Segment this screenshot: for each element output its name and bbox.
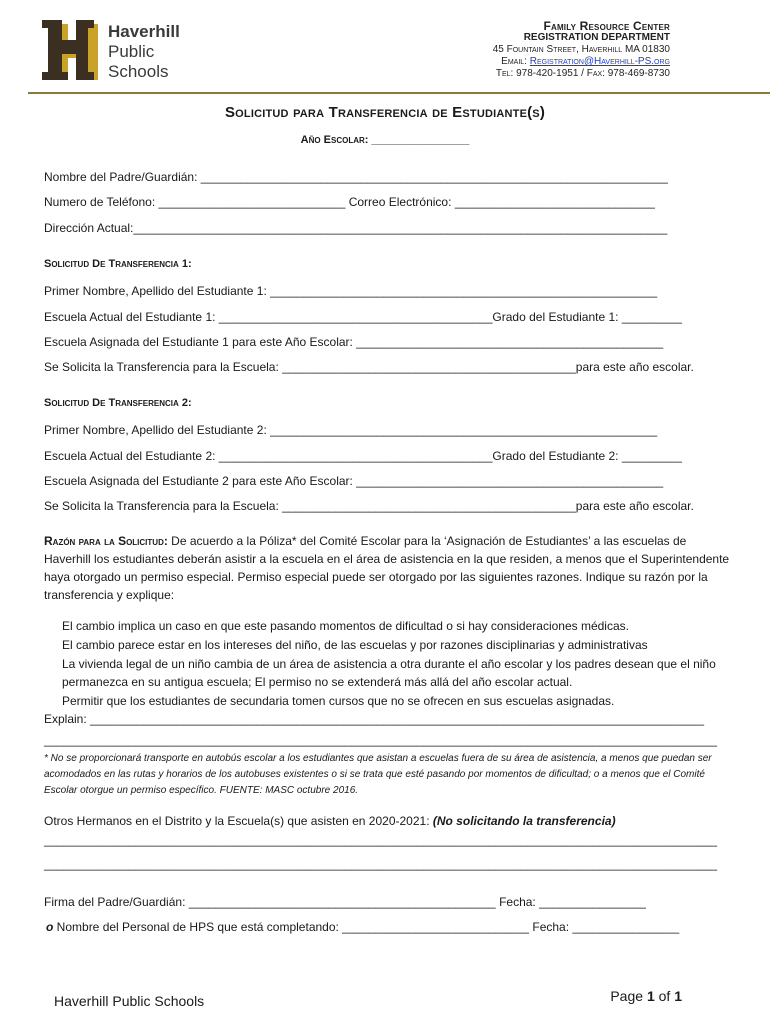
brand-line-2: Public	[108, 42, 155, 61]
reason-paragraph	[44, 532, 734, 604]
address-field[interactable]: Dirección Actual:________________________________________________________________________________	[44, 221, 668, 235]
reason-label: Razón para la Solicitud:	[44, 534, 168, 548]
phone-email-field[interactable]: Numero de Teléfono: ____________________________ Correo Electrónico: ______________________________	[44, 195, 655, 209]
student1-school-field[interactable]: Escuela Actual del Estudiante 1: _________________________________________Grado del Estudiante 1: _________	[44, 310, 682, 324]
footer-org: Haverhill Public Schools	[54, 993, 205, 1009]
reason-option-4[interactable]: Permitir que los estudiantes de secundaria tomen cursos que no se ofrecen en sus escuelas asignadas.	[62, 694, 615, 708]
email-label: Email:	[501, 56, 527, 67]
siblings-field-line1[interactable]: _______________________________________________________________________________________________________	[44, 834, 718, 847]
siblings-text: Otros Hermanos en el Distrito y la Escuela(s) que asisten en 2020-2021:	[44, 814, 433, 828]
form-title: Solicitud para Transferencia de Estudiante(s)	[224, 104, 546, 121]
student1-name-field[interactable]: Primer Nombre, Apellido del Estudiante 1: __________________________________________________________	[44, 284, 658, 298]
section-transfer-1: Solicitud De Transferencia 1:	[44, 258, 192, 270]
email-link[interactable]: Registration@Haverhill-PS.org	[529, 56, 670, 67]
siblings-label	[44, 814, 616, 828]
student2-request-field[interactable]: Se Solicita la Transferencia para la Escuela: ____________________________________________para este año escolar.	[44, 499, 694, 513]
brand-line-1: Haverhill	[108, 22, 180, 41]
reason-option-1[interactable]: El cambio implica un caso en que este pasando momentos de dificultad o si hay consideraciones médicas.	[62, 619, 629, 633]
header-divider	[28, 92, 770, 94]
staff-text: Nombre del Personal de HPS que está completando: ____________________________ Fecha: ________________	[53, 920, 680, 934]
page-number	[610, 988, 682, 1004]
dept-title: Family Resource Center	[543, 19, 670, 33]
transport-note: * No se proporcionará transporte en autobús escolar a los estudiantes que asistan a escuelas fuera de su área de asistencia, a menos que puedan ser acomodados en las rutas y horarios de los autobuses existentes o si se trata que esté pasando por momentos de dificultad; o a menos que el Comité Escolar otorgue un permiso específico. FUENTE: MASC octubre 2016.	[44, 753, 712, 796]
page-current: 1	[646, 988, 655, 1004]
page-total: 1	[674, 988, 682, 1004]
explain-field-line2[interactable]: _______________________________________________________________________________________________________	[44, 734, 718, 747]
department-info	[493, 20, 670, 80]
student1-request-field[interactable]: Se Solicita la Transferencia para la Escuela: ____________________________________________para este año escolar.	[44, 360, 694, 374]
student2-name-field[interactable]: Primer Nombre, Apellido del Estudiante 2: __________________________________________________________	[44, 423, 658, 437]
signature-field[interactable]: Firma del Padre/Guardián: ______________________________________________ Fecha: ________________	[44, 895, 646, 909]
staff-or: o	[46, 920, 54, 934]
reason-option-2[interactable]: El cambio parece estar en los intereses del niño, de las escuelas y por razones disciplinarias y administrativas	[62, 638, 648, 652]
siblings-note: (No solicitando la transferencia)	[432, 814, 616, 828]
page-mid: of	[654, 988, 675, 1004]
haverhill-logo	[40, 18, 104, 84]
student1-assigned-field[interactable]: Escuela Asignada del Estudiante 1 para este Año Escolar: ______________________________________________	[44, 335, 664, 349]
student2-school-field[interactable]: Escuela Actual del Estudiante 2: _________________________________________Grado del Estudiante 2: _________	[44, 449, 682, 463]
parent-name-field[interactable]: Nombre del Padre/Guardián: ______________________________________________________________________	[44, 170, 668, 184]
student2-assigned-field[interactable]: Escuela Asignada del Estudiante 2 para este Año Escolar: ______________________________________________	[44, 474, 664, 488]
reason-option-3[interactable]: La vivienda legal de un niño cambia de un área de asistencia a otra durante el año escolar y los padres desean que el niño permanezca en su antigua escuela; El permiso no se extenderá más allá del año escolar actual.	[62, 657, 716, 689]
section-transfer-2: Solicitud De Transferencia 2:	[44, 397, 192, 409]
brand-name	[108, 22, 180, 82]
school-year-field[interactable]: Año Escolar: ________________	[300, 134, 470, 146]
explain-field[interactable]: Explain: ____________________________________________________________________________________________	[44, 712, 705, 726]
dept-address: 45 Fountain Street, Haverhill MA 01830	[492, 44, 670, 55]
dept-sub: REGISTRATION DEPARTMENT	[523, 32, 670, 43]
reason-text: De acuerdo a la Póliza* del Comité Escolar para la ‘Asignación de Estudiantes’ a las escuelas de Haverhill los estudiantes deberán asistir a la escuela en el área de asistencia en la que residen, a menos que el Superintendente haya otorgado un permiso especial. Permiso especial puede ser otorgado por las siguientes razones. Indique su razón por la transferencia y explique:	[44, 534, 730, 602]
siblings-field-line2[interactable]: _______________________________________________________________________________________________________	[44, 858, 718, 871]
dept-phones: Tel: 978-420-1951 / Fax: 978-469-8730	[495, 68, 670, 79]
page-pre: Page	[610, 988, 647, 1004]
h-logo-icon	[40, 18, 104, 84]
staff-field[interactable]	[46, 920, 679, 934]
brand-line-3: Schools	[108, 62, 169, 81]
